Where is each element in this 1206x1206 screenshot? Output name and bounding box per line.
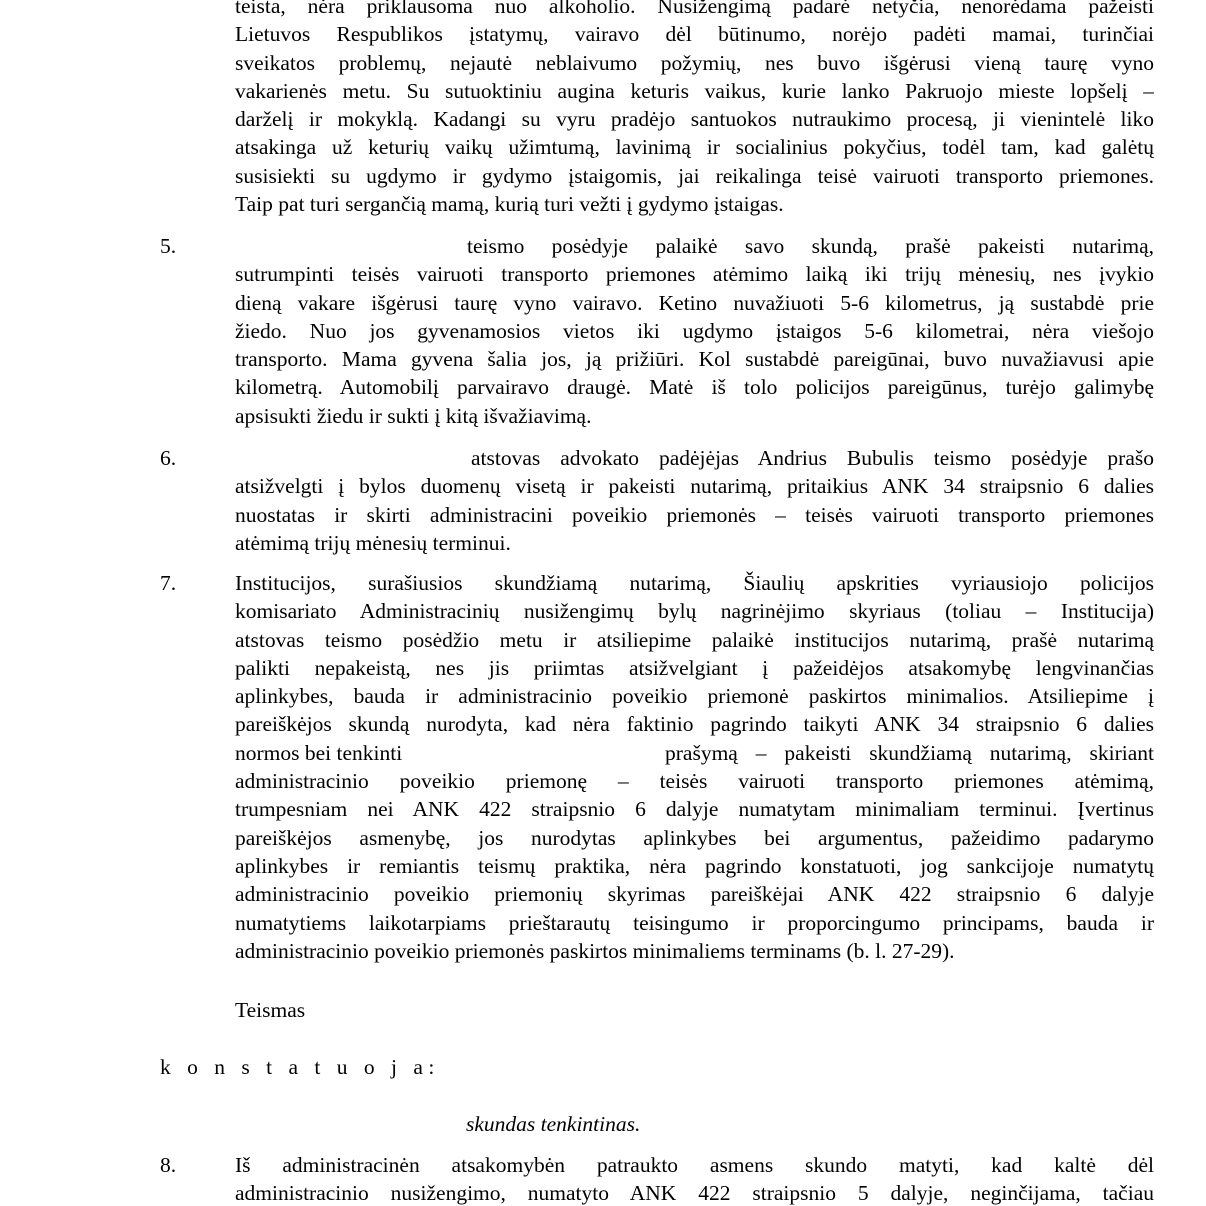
text-line: sutrumpinti teisės vairuoti transporto priemones atėmimo laiką iki trijų mėnesių, nes įvykio xyxy=(235,262,1154,287)
text-line: Institucijos, surašiusios skundžiamą nutarimą, Šiaulių apskrities vyriausiojo policijos xyxy=(235,571,1154,595)
paragraph-7 xyxy=(235,569,1154,965)
text-line: pareiškėjos skundą nurodyta, kad nėra faktinio pagrindo taikyti ANK 34 straipsnio 6 dalies xyxy=(235,712,1154,737)
text-line: atsižvelgti į bylos duomenų visetą ir pakeisti nutarimą, pritaikius ANK 34 straipsnio 6 dalies xyxy=(235,474,1154,499)
text-line: žiedo. Nuo jos gyvenamosios vietos iki ugdymo įstaigos 5-6 kilometrai, nėra viešojo xyxy=(235,318,1154,343)
complaint-conclusion: skundas tenkintinas. xyxy=(466,1112,641,1136)
text-line: aplinkybes ir remiantis teismų praktika, nėra pagrindo konstatuoti, jog sankcijoje numatytų xyxy=(235,853,1154,878)
text-line: atstovas advokato padėjėjas Andrius Bubulis teismo posėdyje prašo xyxy=(471,446,1154,470)
court-label: Teismas xyxy=(235,998,306,1022)
text-line: Iš administracinėn atsakomybėn patraukto asmens skundo matyti, kad kaltė dėl xyxy=(235,1153,1154,1177)
text-line: vakarienės metu. Su sutuoktiniu augina keturis vaikus, kurie lanko Pakruojo mieste lopšelį – xyxy=(235,78,1154,103)
text-line: administracinio nusižengimo, numatyto ANK 422 straipsnio 5 dalyje, neginčijama, tačiau xyxy=(235,1181,1154,1206)
text-line: pareiškėjos asmenybę, jos nurodytas aplinkybes bei argumentus, pažeidimo padarymo xyxy=(235,825,1154,850)
text-line: atsakinga už keturių vaikų užimtumą, lavinimą ir socialinius pokyčius, todėl tam, kad galėtų xyxy=(235,135,1154,160)
text-line: darželį ir mokyklą. Kadangi su vyru pradėjo santuokos nutraukimo procesą, ji vienintelė liko xyxy=(235,107,1154,132)
text-line: dieną vakare išgėrusi taurę vyno vairavo. Ketino nuvažiuoti 5-6 kilometrus, ją sustabdė prie xyxy=(235,290,1154,315)
paragraph-4-continuation xyxy=(235,0,1154,218)
paragraph-number: 7. xyxy=(160,571,177,595)
text-line: atstovas teismo posėdžio metu ir atsiliepime palaikė institucijos nutarimą, prašė nutarimą xyxy=(235,627,1154,652)
text-line: nuostatas ir skirti administracini poveikio priemonės – teisės vairuoti transporto priemones xyxy=(235,502,1154,527)
paragraph-number: 6. xyxy=(160,446,177,470)
paragraph-6 xyxy=(235,444,1154,557)
text-line: Taip pat turi sergančią mamą, kurią turi vežti į gydymo įstaigas. xyxy=(235,192,784,217)
text-line: trumpesniam nei ANK 422 straipsnio 6 dalyje numatytam minimaliam terminui. Įvertinus xyxy=(235,797,1154,822)
paragraph-5 xyxy=(235,232,1154,430)
text-line: apsisukti žiedu ir sukti į kitą išvažiavimą. xyxy=(235,403,592,428)
text-line: palikti nepakeistą, nes jis priimtas atsižvelgiant į pažeidėjos atsakomybę lengvinančias xyxy=(235,655,1154,680)
split-line-right: prašymą – pakeisti skundžiamą nutarimą, skiriant xyxy=(665,740,1154,765)
text-line: teista, nėra priklausoma nuo alkoholio. Nusižengimą padarė netyčia, nenorėdama pažeisti xyxy=(235,0,1154,18)
text-line: Lietuvos Respublikos įstatymų, vairavo dėl būtinumo, norėjo padėti mamai, turinčiai xyxy=(235,22,1154,47)
text-line: sveikatos problemų, nejautė neblaivumo požymių, nes buvo išgėrusi vieną taurę vyno xyxy=(235,50,1154,75)
text-line: aplinkybes, bauda ir administracinio poveikio priemonė paskirtos minimalios. Atsiliepime į xyxy=(235,684,1154,709)
split-line-left: normos bei tenkinti xyxy=(235,740,403,765)
text-line: komisariato Administracinių nusižengimų bylų nagrinėjimo skyriaus (toliau – Institucija) xyxy=(235,599,1154,624)
text-line: numatytiems laikotarpiams prieštarautų teisingumo ir proporcingumo principams, bauda ir xyxy=(235,910,1154,935)
paragraph-number: 5. xyxy=(160,234,177,258)
finds-label: k o n s t a t u o j a: xyxy=(160,1055,440,1079)
text-line: kilometrą. Automobilį parvairavo draugė. Matė iš tolo policijos pareigūnus, turėjo galimybę xyxy=(235,375,1154,400)
text-line: administracinio poveikio priemonės paskirtos minimaliems terminams (b. l. 27-29). xyxy=(235,938,955,963)
text-line: teismo posėdyje palaikė savo skundą, prašė pakeisti nutarimą, xyxy=(467,234,1154,258)
text-line-split xyxy=(235,739,1154,767)
text-line: administracinio poveikio priemonių skyrimas pareiškėjai ANK 422 straipsnio 6 dalyje xyxy=(235,882,1154,907)
text-line: atėmimą trijų mėnesių terminui. xyxy=(235,530,511,555)
paragraph-number: 8. xyxy=(160,1153,177,1177)
text-line: administracinio poveikio priemonę – teisės vairuoti transporto priemones atėmimą, xyxy=(235,769,1154,794)
text-line: susisiekti su ugdymo ir gydymo įstaigomis, jai reikalinga teisė vairuoti transporto priemones. xyxy=(235,163,1154,188)
paragraph-8 xyxy=(235,1151,1154,1206)
text-line: transporto. Mama gyvena šalia jos, ją prižiūri. Kol sustabdė pareigūnai, buvo nuvažiavusi apie xyxy=(235,347,1154,372)
